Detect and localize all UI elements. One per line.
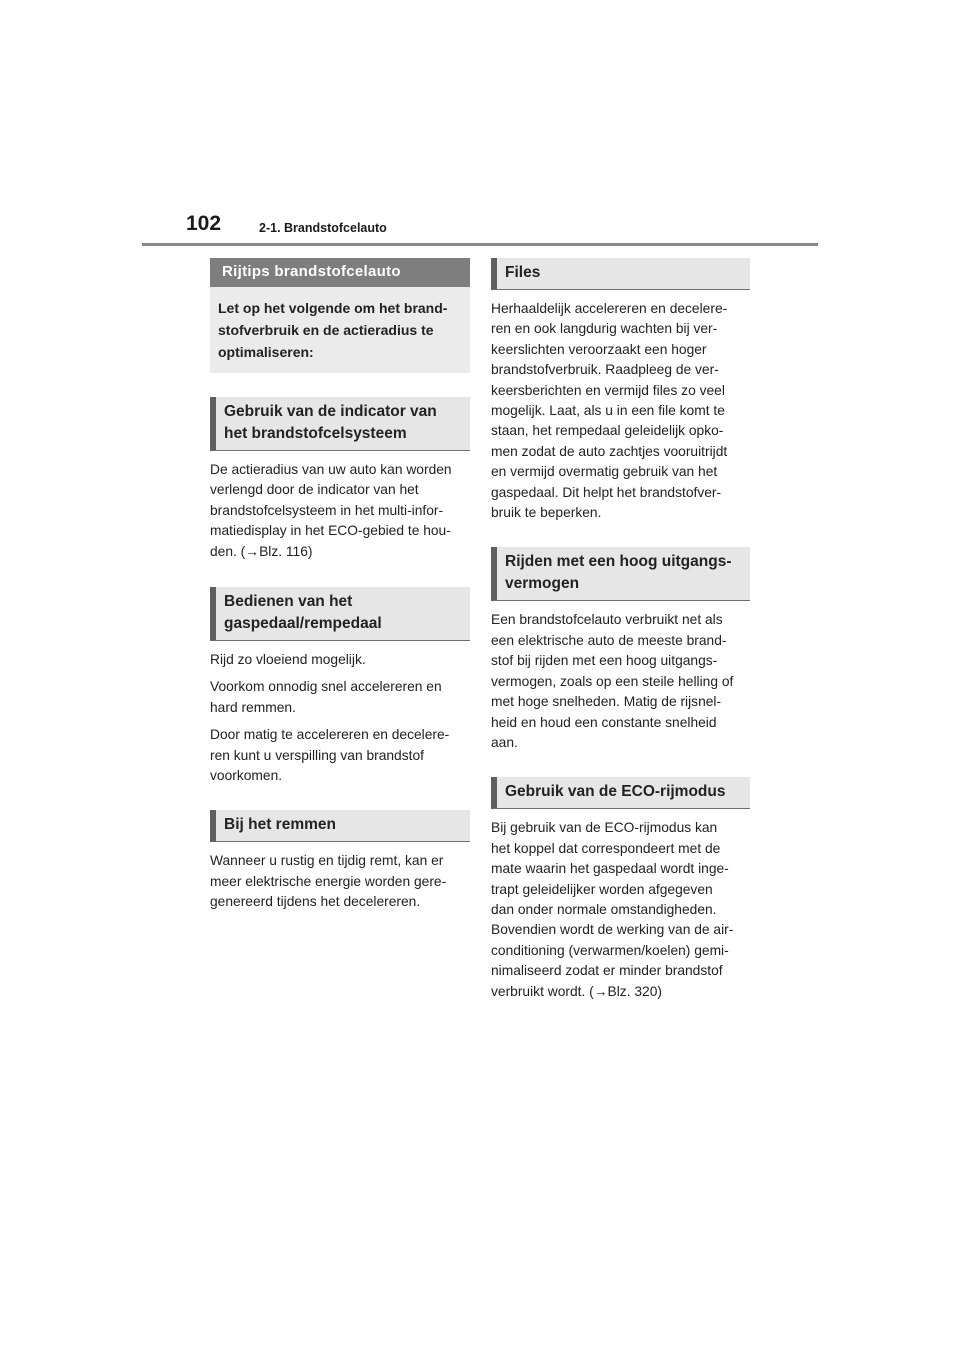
heading-traffic-jams: Files — [491, 258, 750, 290]
text-pedals-2: Voorkom onnodig snel accelereren en hard remmen. — [210, 679, 442, 715]
heading-high-output: Rijden met een hoog uitgangs- vermogen — [491, 547, 750, 601]
left-column — [210, 258, 470, 913]
heading-pedals: Bedienen van het gaspedaal/rempedaal — [210, 587, 470, 641]
heading-braking: Bij het remmen — [210, 810, 470, 842]
section-reference: 2-1. Brandstofcelauto — [259, 221, 387, 235]
text-high-output: Een brandstofcelauto verbruikt net als een elektrische auto de meeste brand- stof bij rijden met een hoog uitgangs- vermogen, zoals op een steile helling of met hoge snelheden. Matig de rijsnel- heid en houd een constante snelheid aan. — [491, 612, 734, 750]
main-title: Rijtips brandstofcelauto — [210, 258, 470, 287]
header-divider — [142, 243, 818, 246]
page-number: 102 — [186, 212, 222, 235]
heading-eco-mode: Gebruik van de ECO-rijmodus — [491, 777, 750, 809]
text-pedals-1: Rijd zo vloeiend mogelijk. — [210, 652, 366, 668]
right-column — [491, 258, 750, 1002]
text-traffic-jams: Herhaaldelijk accelereren en decelere- ren en ook langdurig wachten bij ver- keerslichten veroorzaakt een hoger brandstofverbruik. Raadpleeg de ver- keersberichten en vermijd files zo veel mogelijk. Laat, als u in een file komt te staan, het rempedaal geleidelijk opko- men zodat de auto zachtjes vooruitrijdt en vermijd overmatig gebruik van het gaspedaal. Dit helpt het brandstofver- bruik te beperken. — [491, 301, 728, 521]
intro-note: Let op het volgende om het brand- stofverbruik en de actieradius te optimaliseren: — [210, 287, 470, 373]
heading-indicator: Gebruik van de indicator van het brandstofcelsysteem — [210, 397, 470, 451]
text-indicator: De actieradius van uw auto kan worden verlengd door de indicator van het brandstofcelsysteem in het multi-infor- matiedisplay in het ECO-gebied te hou- den. (→Blz. 116) — [210, 462, 452, 559]
text-braking: Wanneer u rustig en tijdig remt, kan er meer elektrische energie worden gere- genereerd tijdens het decelereren. — [210, 853, 447, 910]
text-pedals-3: Door matig te accelereren en decelere- ren kunt u verspilling van brandstof voorkomen. — [210, 727, 450, 784]
text-eco-mode: Bij gebruik van de ECO-rijmodus kan het koppel dat correspondeert met de mate waarin het gaspedaal wordt inge- trapt geleidelijker worden afgegeven dan onder normale omstandigheden. Bovendien wordt de werking van de air- conditioning (verwarmen/koelen) gemi- nimaliseerd zodat er minder brandstof verbruikt wordt. (→Blz. 320) — [491, 820, 734, 999]
